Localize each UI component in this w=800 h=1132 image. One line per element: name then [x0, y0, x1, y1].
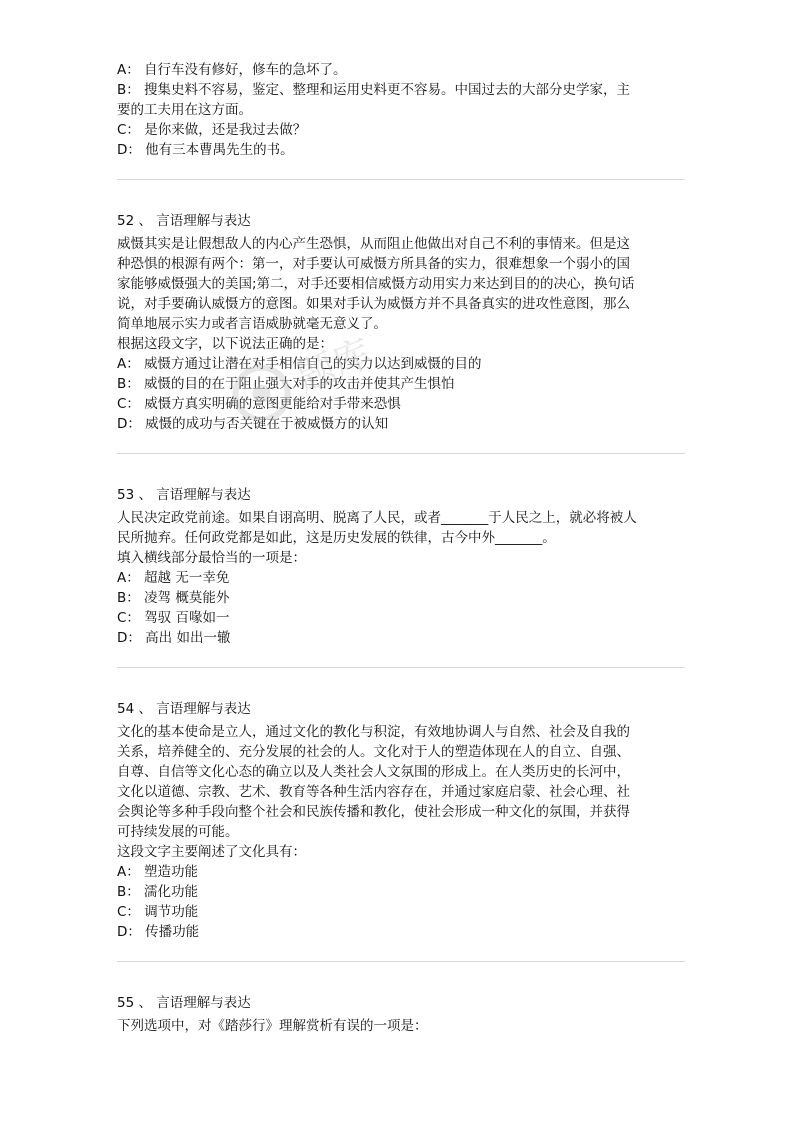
option-b: B： 凌驾 概莫能外 [117, 590, 230, 606]
divider [117, 961, 685, 962]
stem-line: 文化的基本使命是立人，通过文化的教化与积淀，有效地协调人与自然、社会及自我的 [117, 724, 630, 740]
stem-line: 文化以道德、宗教、艺术、教育等各种生活内容存在，并通过家庭启蒙、社会心理、社 [117, 784, 630, 800]
option-line: A： 自行车没有修好，修车的急坏了。 [117, 62, 347, 78]
stem-line: 家能够威慑强大的美国;第二，对手还要相信威慑方动用实力来达到目的的决心，换句话 [117, 276, 635, 292]
question-55 [117, 993, 685, 1036]
stem-line: 这段文字主要阐述了文化具有： [117, 844, 306, 860]
stem-line: 人民决定政党前途。如果自诩高明、脱离了人民，或者_______于人民之上，就必将被人 [117, 510, 637, 526]
divider [117, 179, 685, 180]
watermark-text: 题库 [290, 330, 378, 401]
stem-line: 简单地展示实力或者言语威胁就毫无意义了。 [117, 316, 387, 332]
option-line: C： 是你来做，还是我过去做？ [117, 122, 307, 138]
divider [117, 453, 685, 454]
option-d: D： 传播功能 [117, 924, 200, 940]
stem-line: 可持续发展的可能。 [117, 824, 239, 840]
option-line: 要的工夫用在这方面。 [117, 102, 252, 118]
stem-line: 种恐惧的根源有两个：第一，对手要认可威慑方所具备的实力，很难想象一个弱小的国 [117, 256, 630, 272]
question-54 [117, 699, 685, 942]
stem-line: 说，对手要确认威慑方的意图。如果对手认为威慑方并不具备真实的进攻性意图，那么 [117, 296, 630, 312]
stem-line: 民所抛弃。任何政党都是如此，这是历史发展的铁律，古今中外_______。 [117, 530, 556, 546]
question-header: 52 、 言语理解与表达 [117, 213, 251, 229]
option-a: A： 塑造功能 [117, 864, 199, 880]
option-line: B： 搜集史料不容易，鉴定、整理和运用史料更不容易。中国过去的大部分史学家，主 [117, 82, 631, 98]
stem-line: 下列选项中，对《踏莎行》理解赏析有误的一项是： [117, 1018, 428, 1034]
option-a: A： 威慑方通过让潜在对手相信自己的实力以达到威慑的目的 [117, 356, 482, 372]
question-53 [117, 485, 685, 648]
question-header: 55 、 言语理解与表达 [117, 995, 251, 1011]
stem-line: 根据这段文字，以下说法正确的是： [117, 336, 333, 352]
question-header: 54 、 言语理解与表达 [117, 701, 251, 717]
question-52 [117, 211, 685, 434]
divider [117, 667, 685, 668]
option-d: D： 高出 如出一辙 [117, 630, 231, 646]
stem-line: 自尊、自信等文化心态的确立以及人类社会人文氛围的形成上。在人类历史的长河中， [117, 764, 630, 780]
option-b: B： 濡化功能 [117, 884, 199, 900]
option-a: A： 超越 无一幸免 [117, 570, 230, 586]
option-d: D： 威慑的成功与否关键在于被威慑方的认知 [117, 416, 389, 432]
option-c: C： 驾驭 百喙如一 [117, 610, 230, 626]
stem-line: 威慑其实是让假想敌人的内心产生恐惧，从而阻止他做出对自己不利的事情来。但是这 [117, 236, 630, 252]
stem-line: 会舆论等多种手段向整个社会和民族传播和教化，使社会形成一种文化的氛围，并获得 [117, 804, 630, 820]
option-b: B： 威慑的目的在于阻止强大对手的攻击并使其产生惧怕 [117, 376, 455, 392]
document-page [117, 60, 685, 1036]
stem-line: 关系，培养健全的、充分发展的社会的人。文化对于人的塑造体现在人的自立、自强、 [117, 744, 630, 760]
previous-question-options [117, 60, 685, 160]
option-c: C： 威慑方真实明确的意图更能给对手带来恐惧 [117, 396, 401, 412]
option-c: C： 调节功能 [117, 904, 199, 920]
option-line: D： 他有三本曹禺先生的书。 [117, 142, 294, 158]
question-header: 53 、 言语理解与表达 [117, 487, 251, 503]
stem-line: 填入横线部分最恰当的一项是： [117, 550, 306, 566]
